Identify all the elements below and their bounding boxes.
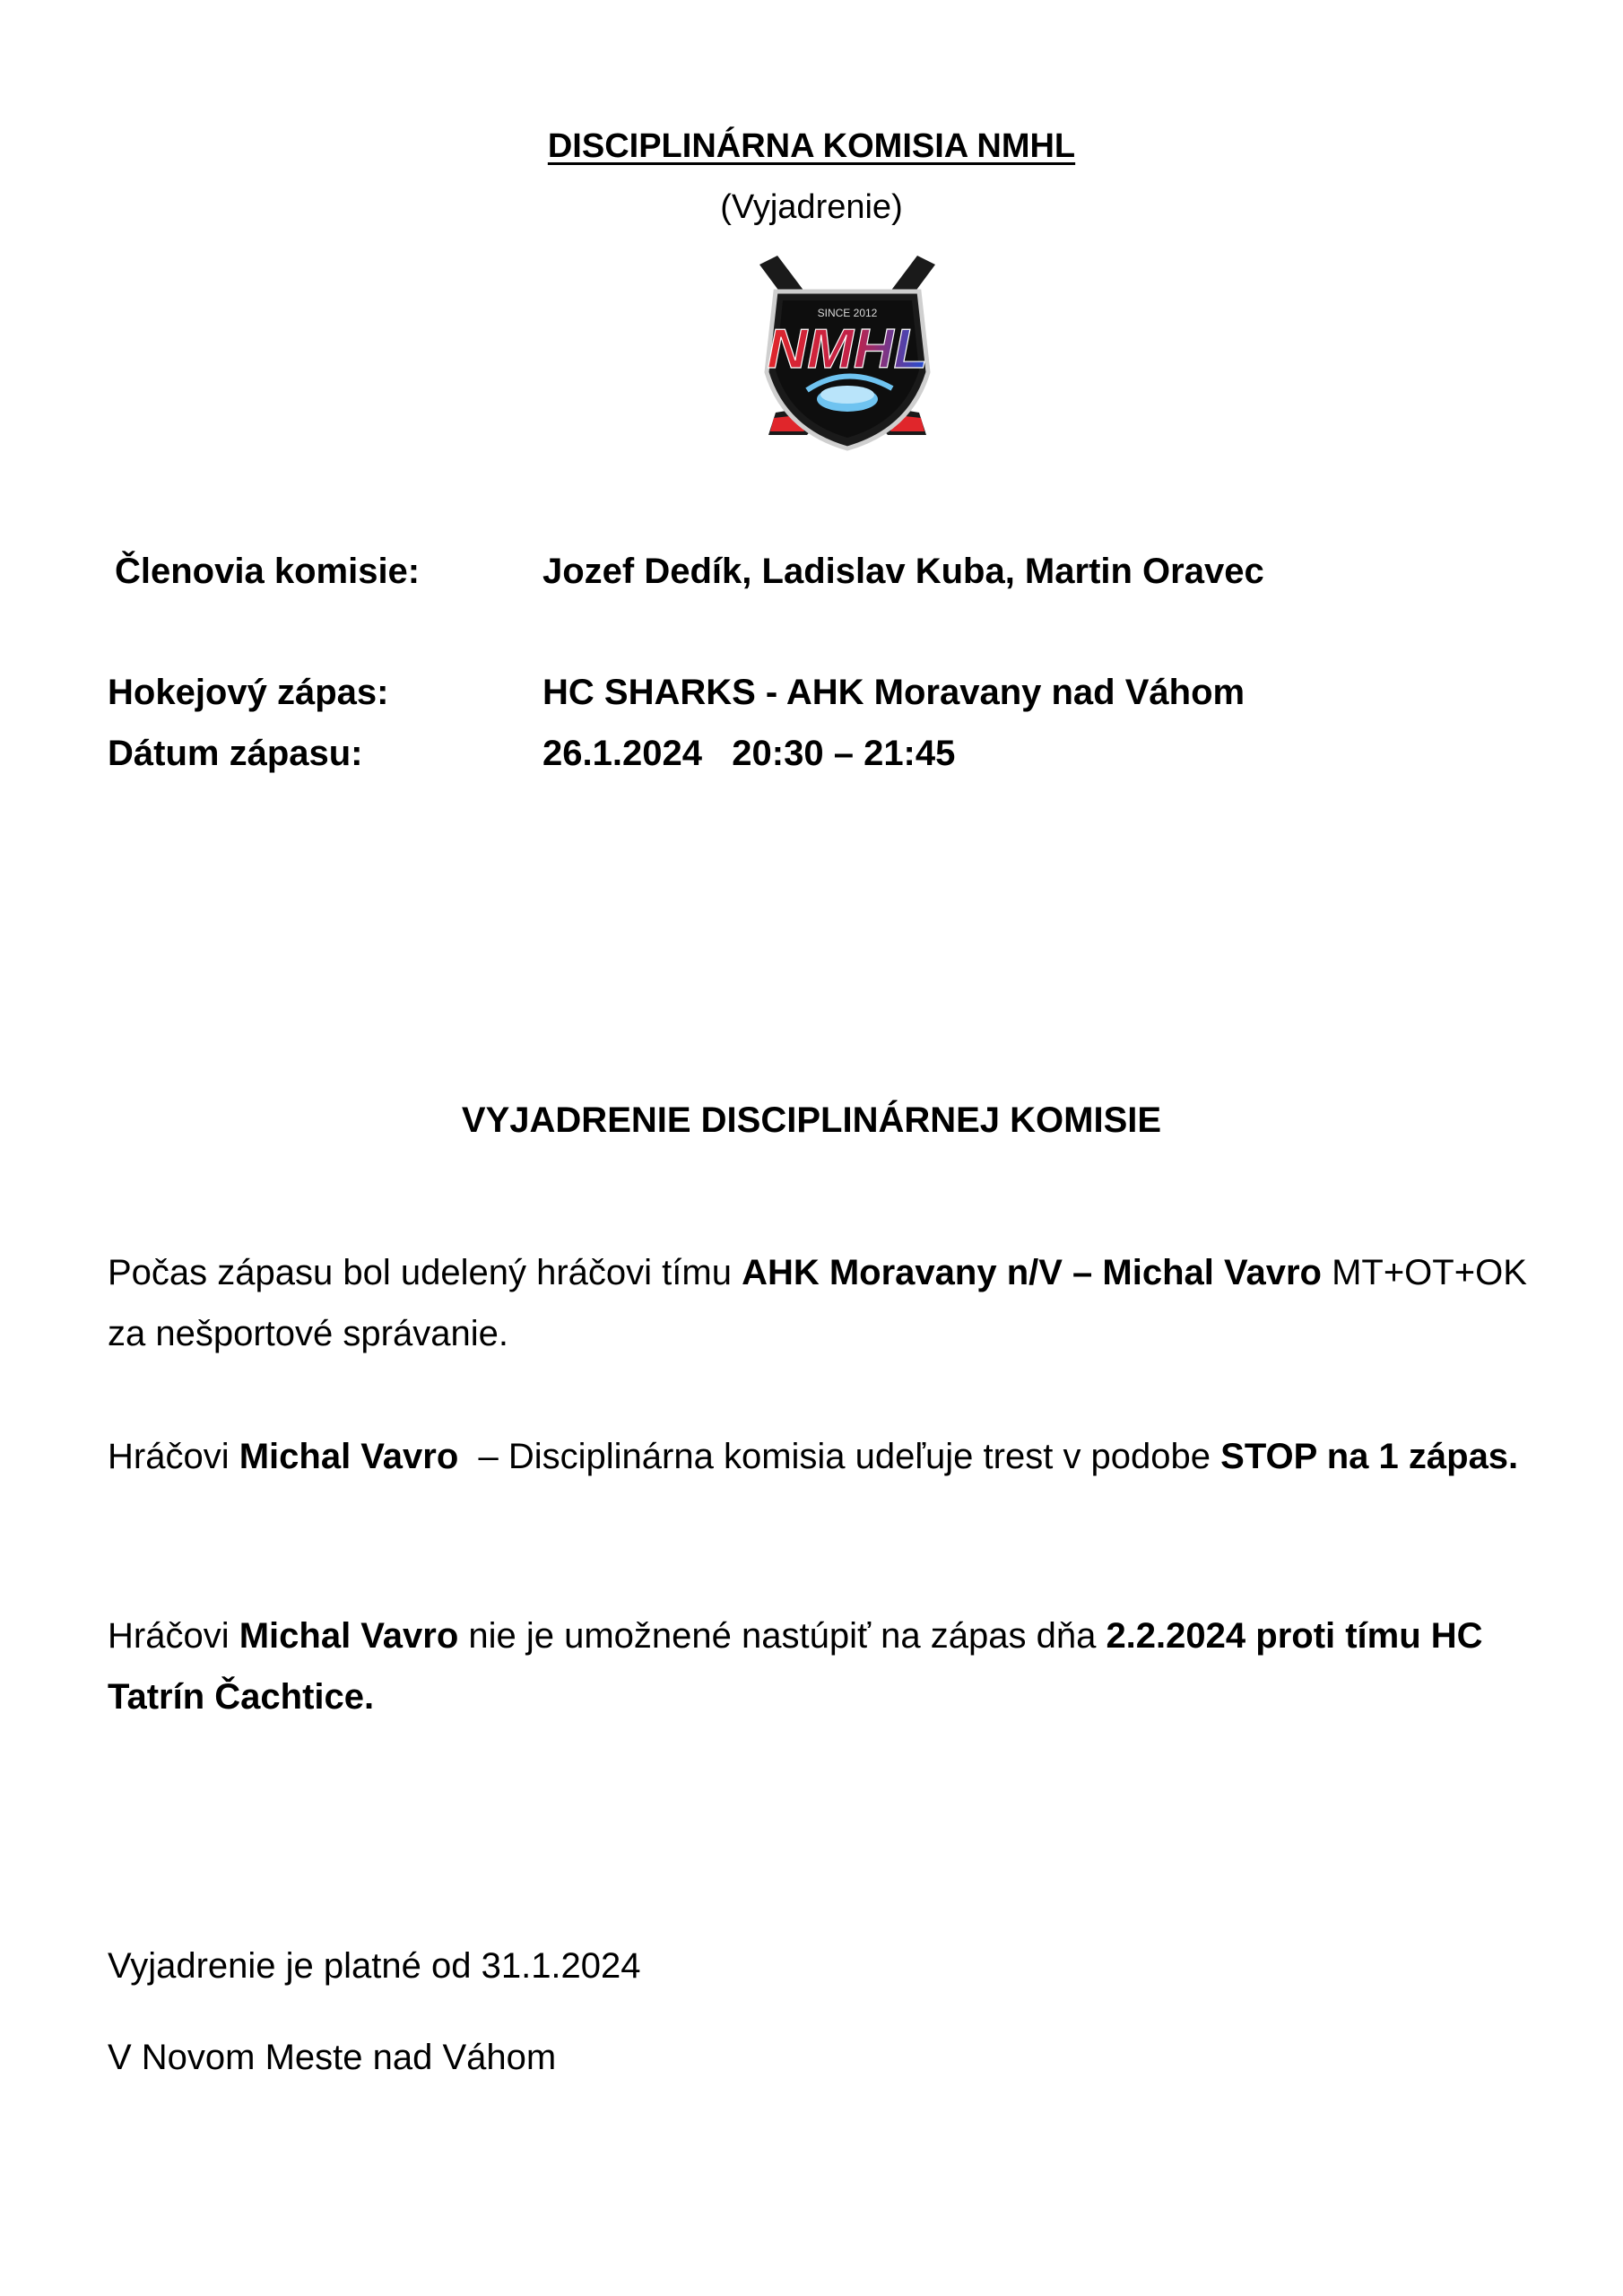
members-label: Členovia komisie:	[115, 552, 421, 591]
paragraph-bold: STOP na 1 zápas.	[1220, 1437, 1519, 1476]
match-label: Hokejový zápas:	[108, 673, 389, 712]
paragraph-penalty	[108, 1426, 1542, 1487]
paragraph-bold: Michal Vavro	[239, 1616, 459, 1656]
logo-lettering: NMHL	[767, 318, 928, 380]
paragraph-text: Počas zápasu bol udelený hráčovi tímu	[108, 1253, 742, 1292]
paragraph-restriction	[108, 1605, 1542, 1727]
paragraph-text: Hráčovi	[108, 1616, 239, 1656]
section-title: VYJADRENIE DISCIPLINÁRNEJ KOMISIE	[461, 1100, 1162, 1140]
nmhl-logo	[713, 256, 982, 462]
members-value: Jozef Dedík, Ladislav Kuba, Martin Oravec	[542, 552, 1264, 591]
document-title	[0, 127, 1623, 166]
paragraph-text: – Disciplinárna komisia udeľuje trest v podobe	[458, 1437, 1221, 1476]
logo-since-text: SINCE 2012	[817, 307, 878, 319]
paragraph-text: Hráčovi	[108, 1437, 239, 1476]
match-value: HC SHARKS - AHK Moravany nad Váhom	[542, 673, 1245, 712]
paragraph-text: MT+OT+OK za nešportové správanie.	[108, 1253, 1527, 1353]
paragraph-incident	[108, 1242, 1542, 1364]
paragraph-bold: AHK Moravany n/V – Michal Vavro	[742, 1253, 1322, 1292]
date-label: Dátum zápasu:	[108, 734, 363, 773]
validity-date: Vyjadrenie je platné od 31.1.2024	[108, 1946, 641, 1986]
place-line: V Novom Meste nad Váhom	[108, 2038, 557, 2077]
paragraph-bold: Michal Vavro	[239, 1437, 459, 1476]
nmhl-logo-graphic	[713, 256, 982, 462]
date-value: 26.1.2024 20:30 – 21:45	[542, 734, 956, 773]
document-title-text: DISCIPLINÁRNA KOMISIA NMHL	[547, 127, 1076, 165]
document-subtitle: (Vyjadrenie)	[720, 188, 903, 226]
paragraph-bold: 2.2.2024 proti tímu HC Tatrín Čachtice.	[108, 1616, 1483, 1717]
paragraph-text: nie je umožnené nastúpiť na zápas dňa	[458, 1616, 1107, 1656]
